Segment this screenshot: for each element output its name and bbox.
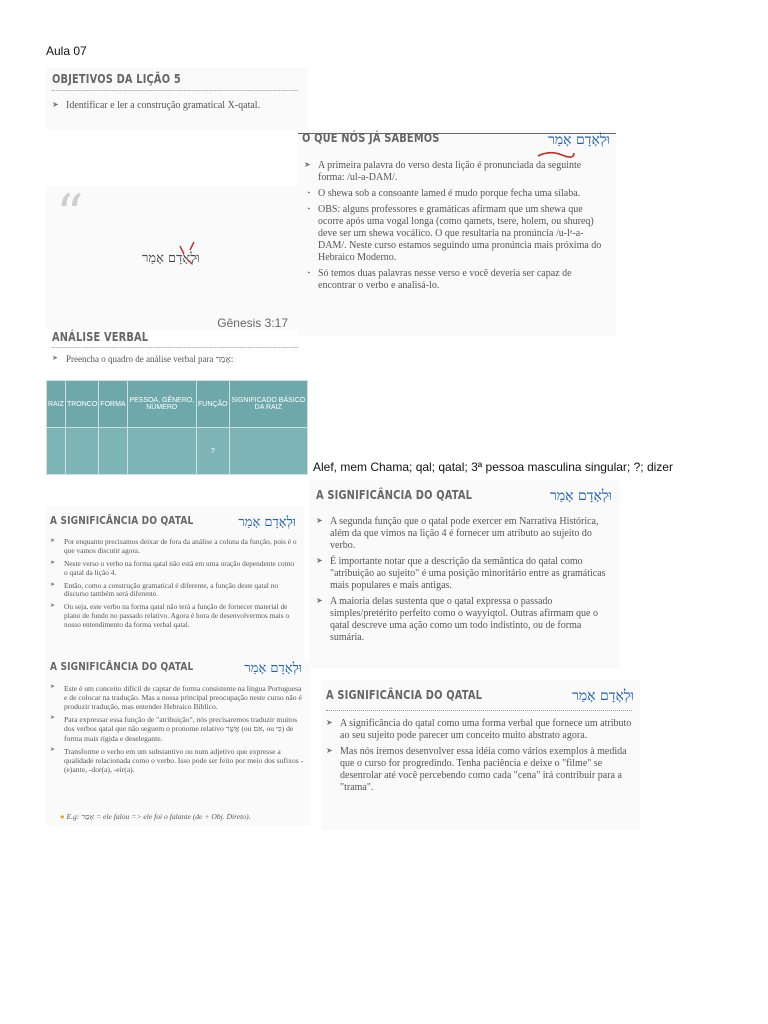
significancia-bullet: ➤ Para expressar essa função de "atribuição", nós precisaremos traduzir muitos dos verbos qatal que não seguem o pronome relativo אֲשֶׁר (ou אִם, ou כִּי) de forma mais rígida e deselegante. (50, 715, 304, 742)
bullet-dot-icon: ● (60, 812, 65, 821)
hebrew-verse: וּלְאָדָם אָמַר (571, 688, 634, 704)
hebrew-verse: וּלְאָדָם אָמַר (547, 132, 610, 148)
table-header: RAIZ (47, 381, 66, 428)
significancia-bullet: ➤ Transforme o verbo em um substantivo ou num adjetivo que expresse a qualidade relacionada como o verbo. Isso pode ser feito por meio dos sufixos -(e)ante, -dor(a), -eir(a). (50, 747, 304, 774)
example-line (60, 812, 306, 821)
significancia-heading: A SIGNIFICÂNCIA DO QATAL (316, 488, 473, 502)
significancia-bullet: ➤ Neste verso o verbo na forma qatal não está em uma oração dependente como o qatal da lição 4. (50, 560, 298, 578)
objetivos-card (46, 68, 308, 130)
sabemos-card (298, 130, 616, 336)
significancia-bullet: ➤ É importante notar que a descrição da semântica do qatal como "atribuição ao sujeito" é uma posição minoritário entre as gramáticas mais populares e mais antigas. (316, 556, 614, 592)
significancia-heading: A SIGNIFICÂNCIA DO QATAL (50, 660, 194, 673)
objetivos-bullet: ➤ Identificar e ler a construção gramatical X-qatal. (52, 100, 302, 112)
table-cell (229, 428, 307, 475)
significancia-bullet: ➤ Este é um conceito difícil de captar de forma consistente na língua Portuguesa e de colocar na tradução. Mas a nossa principal preocupação neste curso não é produzir tradução, mas entender Hebraico Bíblico. (50, 684, 304, 711)
hebrew-verse: וּלְאָדָם אָמַר (244, 661, 302, 676)
lesson-title: Aula 07 (46, 44, 87, 58)
hebrew-verse: וּלְאָדָם אָמַר (549, 488, 612, 504)
significancia-card-1 (46, 506, 304, 662)
divider (326, 710, 632, 711)
analise-bullet: ➤ Preencha o quadro de análise verbal para אָמַר: (52, 354, 302, 365)
sabemos-bullet: ➤ Só temos duas palavras nesse verso e você deveria ser capaz de encontrar o verbo e analisá-lo. (304, 268, 604, 292)
significancia-bullet: ➤ A maioria delas sustenta que o qatal expressa o passado simples/pretérito perfeito como o wayyiqtol. Outras afirmam que o qatal descreve uma ação como um todo indistinto, ou de forma sumária. (316, 596, 614, 644)
hebrew-verse: וּלְאָדָם אָמַר (238, 515, 296, 530)
answer-note: Alef, mem Chama; qal; qatal; 3ª pessoa masculina singular; ?; dizer (313, 460, 673, 474)
significancia-bullet: ➤ A significância do qatal como uma forma verbal que fornece um atributo ao seu sujeito pode parecer um conceito muito abstrato agora. (326, 718, 632, 742)
table-cell (47, 428, 66, 475)
table-cell: ? (197, 428, 230, 475)
sabemos-bullet: ➤ OBS: alguns professores e gramáticas afirmam que um shewa que ocorre após uma vogal longa (como qamets, tsere, holem, ou shureq) deve ser um shewa vocálico. O que resultaria na pronúncia /u-lᵉ-a-DAM/. Neste curso estamos seguindo uma pronúncia mais próxima do Hebraico Moderno. (304, 204, 604, 264)
table-header: PESSOA, GÊNERO, NÚMERO (127, 381, 196, 428)
significancia-bullet: ➤ Por enquanto precisamos deixar de fora da análise a coluna da função, pois é o que vamos discutir agora. (50, 538, 298, 556)
quote-card (46, 183, 308, 330)
verb-analysis-table (46, 380, 308, 475)
red-underline-mark (536, 148, 576, 160)
objetivos-heading: OBJETIVOS DA LIÇÃO 5 (52, 72, 298, 91)
analise-heading: ANÁLISE VERBAL (52, 330, 298, 348)
table-header: FUNÇÃO (197, 381, 230, 428)
significancia-card-2 (310, 480, 620, 668)
significancia-card-4 (322, 680, 640, 830)
significancia-bullet: ➤ Ou seja, este verbo na forma qatal não terá a função de fornecer material de plano de fundo no passado relativo. Agora é hora de desenvolvermos mais o nosso entendimento da forma verbal qatal. (50, 603, 298, 630)
significancia-bullet: ➤ A segunda função que o qatal pode exercer em Narrativa Histórica, além da que vimos na lição 4 é fornecer um atributo ao sujeito do verbo. (316, 516, 614, 552)
sabemos-bullet: ➤ O shewa sob a consoante lamed é mudo porque fecha uma sílaba. (304, 188, 604, 200)
significancia-bullet: ➤ Então, como a construção gramatical é diferente, a função deste qatal no discurso também será diferente. (50, 582, 298, 600)
sabemos-bullet: ➤ A primeira palavra do verso desta lição é pronunciada da seguinte forma: /ul-a-DAM/. (304, 160, 604, 184)
quote-mark: “ (56, 183, 84, 246)
example-text: E.g: אָמַר = ele falou => ele foi o falante (de + Obj. Direto). (66, 812, 251, 821)
significancia-bullet: ➤ Mas nós iremos desenvolver essa idéia como vários exemplos à medida que o curso for progredindo. Tenha paciência e deixe o "filme" se desenrolar até você percebendo como cada "cena" irá contribuir para a "trama". (326, 746, 632, 794)
table-header: FORMA (99, 381, 127, 428)
significancia-card-3 (46, 660, 310, 826)
table-header: SIGNIFICADO BÁSICO DA RAIZ (229, 381, 307, 428)
table-cell (99, 428, 127, 475)
significancia-heading: A SIGNIFICÂNCIA DO QATAL (326, 688, 483, 702)
significancia-heading: A SIGNIFICÂNCIA DO QATAL (50, 514, 194, 527)
sabemos-heading: O QUE NÓS JÁ SABEMOS (302, 131, 440, 145)
quote-reference: Gênesis 3:17 (217, 316, 288, 330)
table-header: TRONCO (65, 381, 98, 428)
red-annotation-marks (174, 240, 204, 270)
quote-hebrew: וּלְאָדָם אָמַר (142, 251, 200, 266)
table-cell (65, 428, 98, 475)
table-cell (127, 428, 196, 475)
